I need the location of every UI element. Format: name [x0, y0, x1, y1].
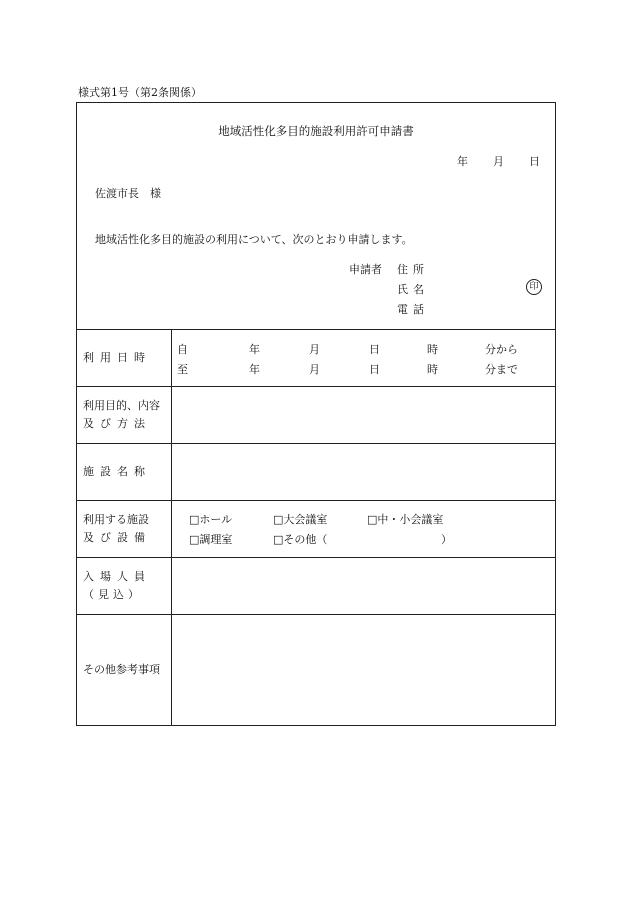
date-month-label: 月: [493, 155, 504, 168]
to-day: 日: [369, 363, 380, 376]
to-year: 年: [249, 363, 260, 376]
to-minute-suffix: 分まで: [485, 363, 518, 376]
attendance-label-line1: 入場人員: [83, 569, 151, 583]
request-statement: 地域活性化多目的施設の利用について、次のとおり申請します。: [95, 233, 413, 246]
purpose-label-line2: 及び方法: [83, 416, 151, 430]
attendance-row-label: [77, 557, 171, 614]
checkbox-cooking-room[interactable]: □調理室: [189, 533, 233, 546]
application-form: [76, 102, 556, 726]
from-prefix: 自: [177, 343, 188, 356]
checkbox-other[interactable]: □その他（: [273, 533, 328, 546]
form-number: 様式第1号（第2条関係）: [78, 86, 202, 99]
form-title: 地域活性化多目的施設利用許可申請書: [218, 124, 414, 138]
seal-mark: 印: [526, 279, 542, 295]
equipment-label-line1: 利用する施設: [83, 512, 149, 526]
from-year: 年: [249, 343, 260, 356]
facility-name-label: 施設名称: [83, 464, 151, 478]
datetime-row-label: [77, 329, 171, 386]
facility-name-row-label: [77, 443, 171, 500]
other-close-paren: ）: [441, 533, 452, 546]
to-month: 月: [309, 363, 320, 376]
checkbox-large-meeting-room[interactable]: □大会議室: [273, 513, 328, 526]
date-year-label: 年: [457, 155, 468, 168]
date-day-label: 日: [529, 155, 540, 168]
applicant-phone-label: 電話: [397, 303, 429, 316]
attendance-label-line2: （見込）: [83, 587, 143, 601]
from-hour: 時: [427, 343, 438, 356]
applicant-address-label: 住所: [397, 263, 429, 276]
applicant-label: 申請者: [349, 263, 382, 276]
to-hour: 時: [427, 363, 438, 376]
equipment-row-label: [77, 500, 171, 557]
to-prefix: 至: [177, 363, 188, 376]
purpose-row-label: [77, 386, 171, 443]
datetime-label: 利用日時: [83, 350, 151, 364]
from-day: 日: [369, 343, 380, 356]
checkbox-small-meeting-room[interactable]: □中・小会議室: [367, 513, 444, 526]
addressee: 佐渡市長 様: [95, 187, 161, 200]
remarks-row-label: [77, 614, 171, 725]
from-minute-suffix: 分から: [485, 343, 518, 356]
equipment-label-line2: 及び設備: [83, 530, 151, 544]
applicant-name-label: 氏名: [397, 283, 429, 296]
checkbox-hall[interactable]: □ホール: [189, 513, 233, 526]
purpose-label-line1: 利用目的、内容: [83, 398, 160, 412]
from-month: 月: [309, 343, 320, 356]
remarks-label: その他参考事項: [83, 662, 160, 676]
column-divider: [171, 329, 172, 725]
